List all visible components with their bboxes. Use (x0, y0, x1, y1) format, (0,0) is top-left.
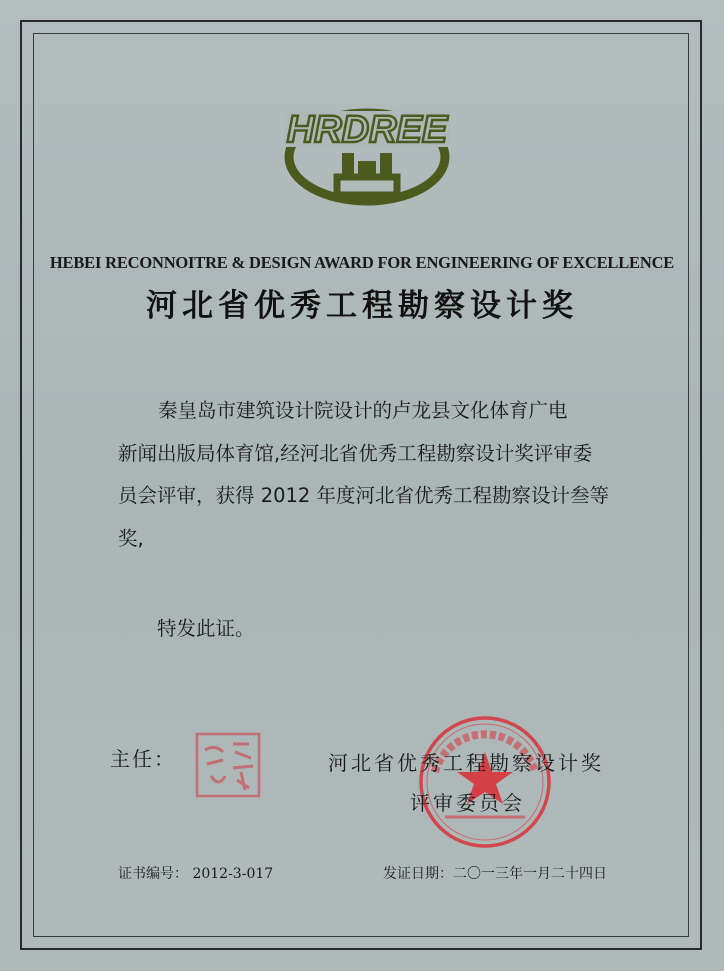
certificate-body (118, 390, 648, 560)
svg-text:HRDREE: HRDREE (286, 109, 448, 151)
award-english-title: HEBEI RECONNOITRE & DESIGN AWARD FOR ENGINEERING OF EXCELLENCE (49, 253, 675, 272)
director-label: 主任： (110, 747, 176, 771)
hrdree-emblem-icon (282, 95, 452, 210)
signature-seal-icon (193, 730, 263, 800)
committee-name-line1: 河北省优秀工程勘察设计奖 (328, 751, 604, 775)
issue-date: 发证日期：二〇一三年一月二十四日 (383, 866, 607, 882)
official-red-seal-icon (415, 712, 555, 852)
body-line: 奖, (118, 526, 144, 550)
award-chinese-title: 河北省优秀工程勘察设计奖 (146, 288, 578, 324)
committee-name-line2: 评审委员会 (410, 791, 525, 815)
special-issue-statement: 特发此证。 (157, 617, 255, 640)
body-line: 新闻出版局体育馆,经河北省优秀工程勘察设计奖评审委 (118, 441, 593, 465)
body-line: 秦皇岛市建筑设计院设计的卢龙县文化体育广电 (158, 399, 568, 422)
body-line: 员会评审，获得 2012 年度河北省优秀工程勘察设计叁等 (118, 484, 610, 507)
certificate-number: 证书编号： 2012-3-017 (118, 866, 274, 882)
